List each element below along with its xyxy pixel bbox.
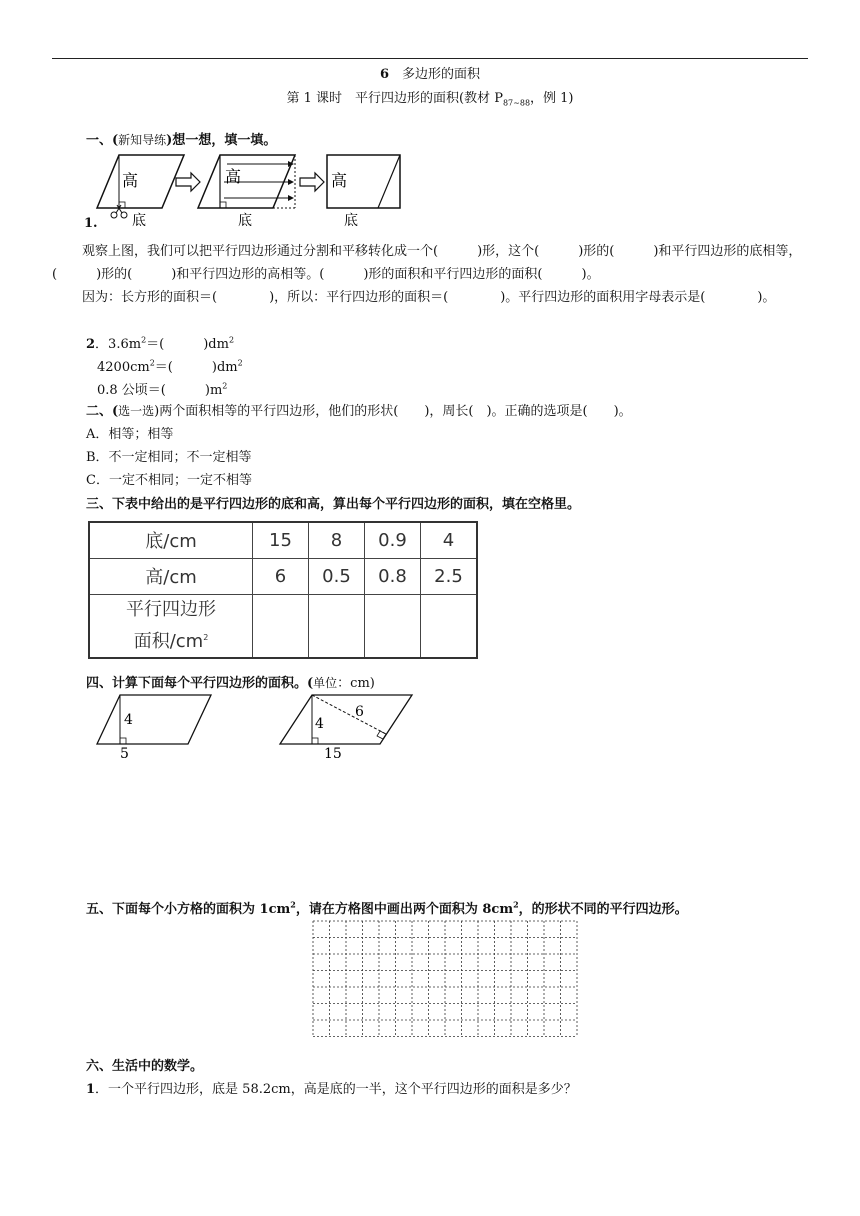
table-cell: 4 (421, 522, 478, 558)
s6-question-1: 1．一个平行四边形，底是 58.2cm，高是底的一半，这个平行四边形的面积是多少？ (86, 1082, 577, 1097)
table-row (89, 594, 477, 658)
row-label: 平行四边形 面积$/cm^2$ (89, 594, 253, 658)
square-grid[interactable] (312, 920, 580, 1046)
parallelogram-2 (280, 695, 412, 744)
answer-cell[interactable] (365, 594, 421, 658)
height-label-3: 高 (331, 171, 348, 190)
arrow-right-icon-2 (300, 173, 324, 191)
option-a: A．相等；相等 (86, 427, 174, 442)
chapter-title: 6 多边形的面积 (379, 67, 481, 82)
q1-number: 1. (84, 216, 98, 231)
answer-cell[interactable] (421, 594, 478, 658)
base-label-3: 底 (344, 213, 358, 229)
table-cell: 2.5 (421, 558, 478, 594)
fig2-base: 15 (324, 746, 342, 762)
table-cell: 15 (253, 522, 309, 558)
section-4-title: 四、计算下面每个平行四边形的面积。(单位：cm) (86, 676, 375, 691)
table-row (89, 558, 477, 594)
row-label: 高/cm (89, 558, 253, 594)
transform-figure (90, 150, 420, 232)
row-label: 底/cm (89, 522, 253, 558)
section-3-title: 三、下表中给出的是平行四边形的底和高，算出每个平行四边形的面积，填在空格里。 (86, 497, 581, 512)
q1-paragraph-1: 观察上图，我们可以把平行四边形通过分割和平移转化成一个( )形，这个( )形的( )和平行四边形的底相等，( )形的( )和平行四边形的高相等。( )形的面积和平行四边形的面积( )。 (52, 244, 802, 282)
table-cell: 0.5 (309, 558, 365, 594)
table-cell: 6 (253, 558, 309, 594)
base-label-2: 底 (238, 213, 252, 229)
answer-cell[interactable] (309, 594, 365, 658)
section-6-title: 六、生活中的数学。 (86, 1059, 204, 1074)
section-1-title: 一、(新知导练)想一想，填一填。 (86, 133, 277, 148)
parallelogram-1 (97, 695, 211, 744)
fig1-base: 5 (120, 746, 129, 762)
arrow-right-icon (176, 173, 200, 191)
fig1-height: 4 (124, 712, 133, 728)
height-label: 高 (122, 171, 139, 190)
table-cell: 8 (309, 522, 365, 558)
data-table (88, 521, 478, 659)
lesson-title: 第 1 课时 平行四边形的面积(教材 $P_{87\sim 88}$，例 1) (286, 91, 574, 108)
q2-line-3: 0.8 公顷＝( )$m^2$ (97, 381, 228, 398)
height-label-2: 高 (225, 167, 242, 186)
answer-cell[interactable] (253, 594, 309, 658)
section-5-title: 五、下面每个小方格的面积为 $1cm^2$，请在方格图中画出两个面积为 $8cm^2$，的形状不同的平行四边形。 (86, 899, 688, 917)
rectangle-diagonal (378, 155, 400, 208)
right-angle-mark-2 (220, 202, 226, 208)
fig2-slant-height: 6 (355, 704, 364, 720)
q2-line-1: 2．$3.6m^2=$( )$dm^2$ (86, 335, 235, 352)
option-c: C．一定不相同；一定不相等 (86, 473, 252, 488)
q2-line-2: $4200cm^2=$( )$dm^2$ (97, 358, 243, 375)
table-cell: 0.9 (365, 522, 421, 558)
q1-paragraph-2: 因为：长方形的面积＝( )，所以：平行四边形的面积＝( )。平行四边形的面积用字母表示是( )。 (82, 290, 776, 305)
base-label: 底 (132, 213, 146, 229)
area-figures (90, 690, 430, 762)
right-angle-mark-3 (120, 738, 126, 744)
parallelogram-shape (97, 155, 184, 208)
section-2-title: 二、(选一选)两个面积相等的平行四边形，他们的形状( )，周长( )。正确的选项是( )。 (86, 404, 632, 419)
fig2-height: 4 (315, 716, 324, 732)
option-b: B．不一定相同；不一定相等 (86, 450, 252, 465)
header-rule (52, 58, 808, 59)
table-cell: 0.8 (365, 558, 421, 594)
table-row (89, 522, 477, 558)
right-angle-mark-4 (312, 738, 318, 744)
